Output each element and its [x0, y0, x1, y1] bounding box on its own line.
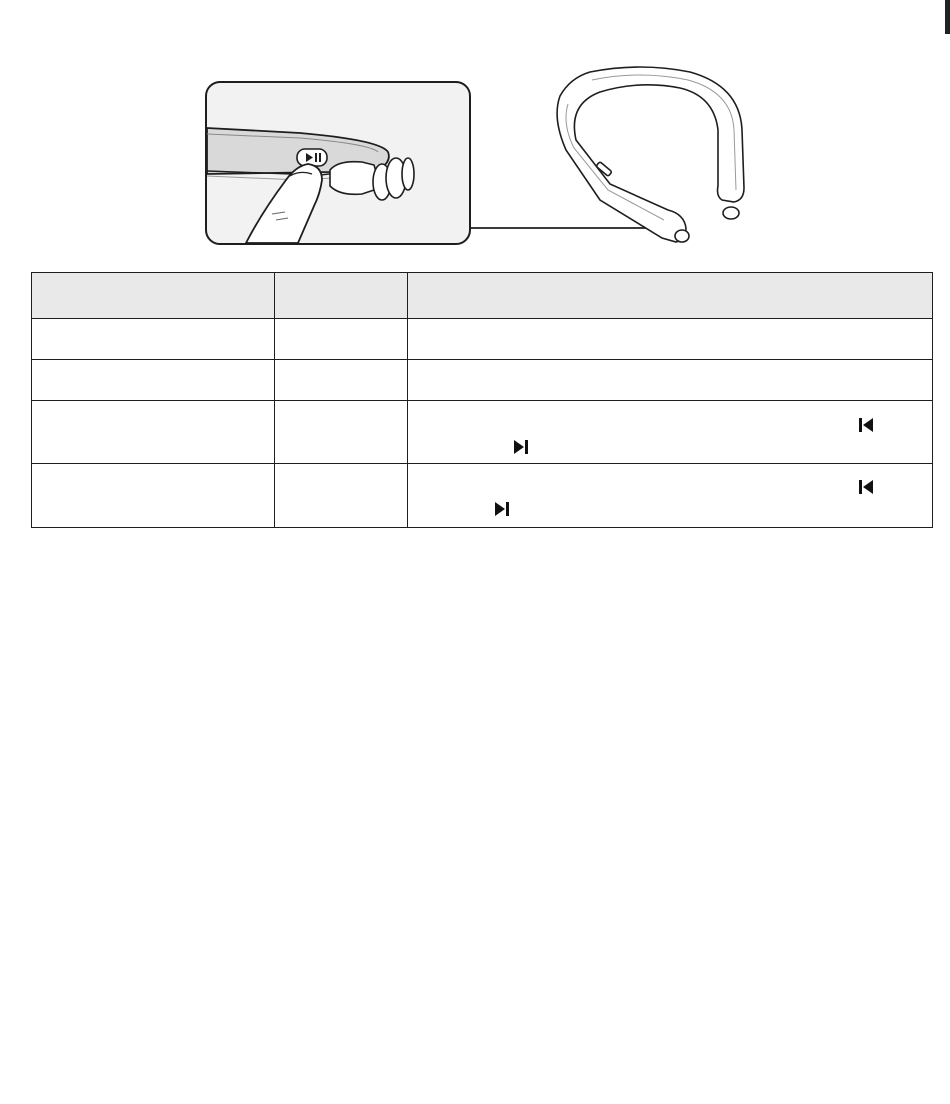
table-row	[32, 464, 933, 528]
header-cell	[275, 273, 408, 319]
headset-illustration	[0, 0, 950, 260]
table-cell	[32, 401, 275, 464]
next-track-icon	[494, 501, 510, 517]
inset-detail	[206, 82, 470, 244]
next-track-icon	[513, 439, 529, 455]
controls-table	[31, 272, 933, 528]
table-cell	[275, 401, 408, 464]
neckband-headset	[557, 67, 744, 242]
table-cell	[32, 360, 275, 401]
previous-track-icon	[858, 417, 874, 433]
table-row	[32, 319, 933, 360]
header-cell	[32, 273, 275, 319]
table-row	[32, 360, 933, 401]
header-cell	[408, 273, 933, 319]
table-cell-description	[408, 401, 933, 464]
table-cell	[408, 319, 933, 360]
table-cell	[275, 319, 408, 360]
previous-track-icon	[858, 479, 874, 495]
table-cell	[275, 360, 408, 401]
table-cell	[275, 464, 408, 528]
table-cell	[32, 464, 275, 528]
table-cell	[408, 360, 933, 401]
table-cell-description	[408, 464, 933, 528]
table-header-row	[32, 273, 933, 319]
play-pause-icon	[297, 149, 327, 166]
table-cell	[32, 319, 275, 360]
table-row	[32, 401, 933, 464]
